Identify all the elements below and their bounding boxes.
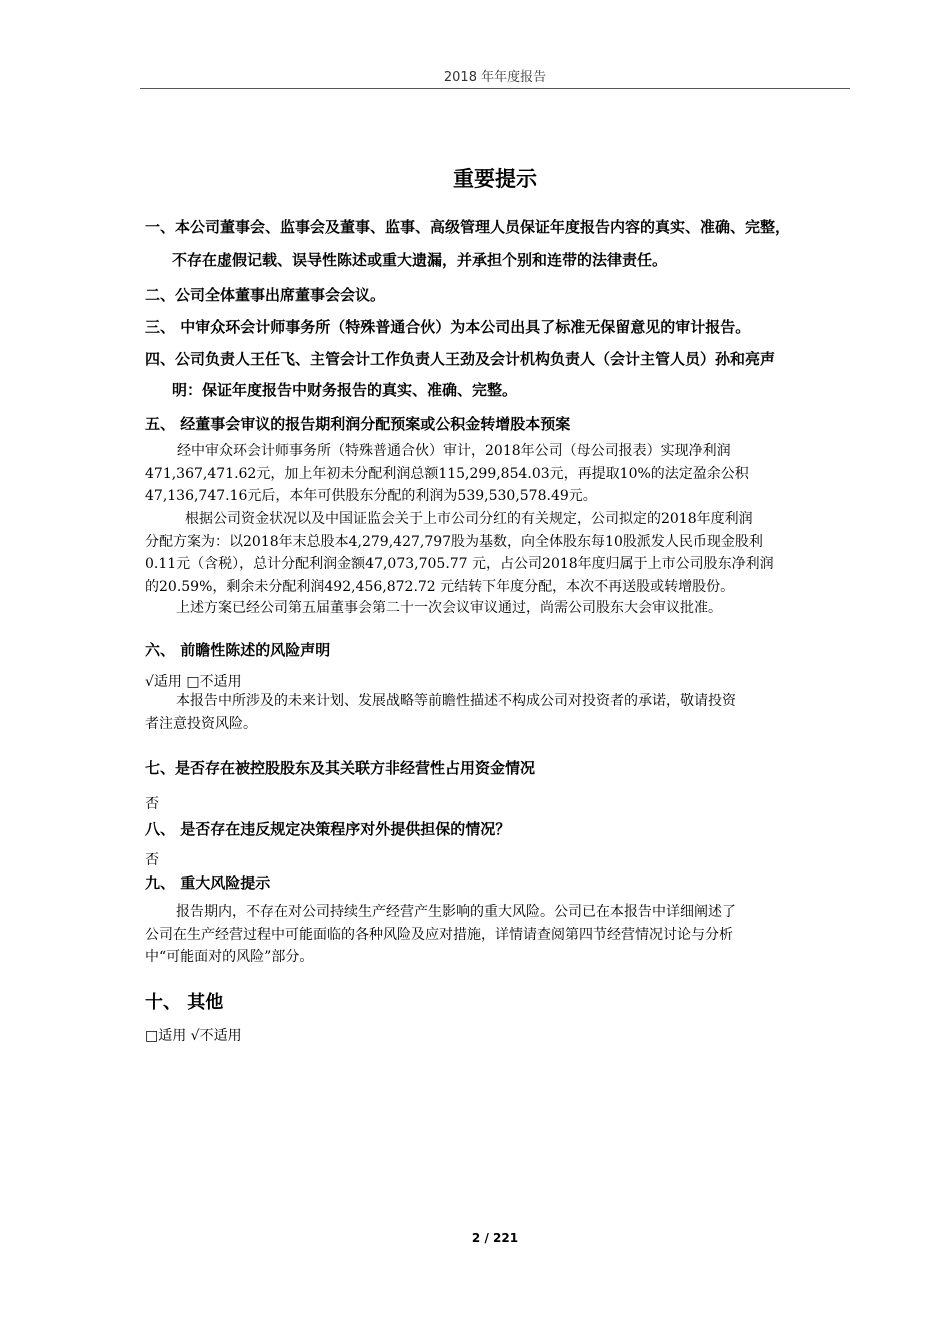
- section-6-applicability: √适用 □不适用: [145, 674, 242, 690]
- text-line: 471,367,471.62元，加上年初未分配利润总额115,299,854.03元，再提取10%的法定盈余公积: [145, 465, 749, 482]
- section-5-paragraph-1: [145, 440, 850, 508]
- text-line: 本报告中所涉及的未来计划、发展战略等前瞻性描述不构成公司对投资者的承诺，敬请投资: [176, 693, 736, 709]
- header-divider: [140, 88, 850, 89]
- text-line: 公司在生产经营过程中可能面临的各种风险及应对措施，详情请查阅第四节经营情况讨论与分析: [145, 926, 733, 943]
- text-line: 根据公司资金状况以及中国证监会关于上市公司分红的有关规定，公司拟定的2018年度利润: [185, 511, 753, 527]
- section-6-heading: 六、 前瞻性陈述的风险声明: [145, 641, 331, 659]
- text-line: 分配方案为：以2018年末总股本4,279,427,797股为基数，向全体股东每10股派发人民币现金股利: [145, 533, 763, 550]
- page-number: 2 / 221: [471, 1231, 519, 1245]
- text-line: 47,136,747.16元后，本年可供股东分配的利润为539,530,578.49元。: [145, 488, 597, 504]
- section-5-paragraph-2: [145, 508, 850, 598]
- text-line: 的20.59%，剩余未分配利润492,456,872.72 元结转下年度分配，本次不再送股或转增股份。: [145, 578, 735, 595]
- section-8-heading: 八、 是否存在违反规定决策程序对外提供担保的情况？: [145, 820, 511, 838]
- page-header: 2018 年年度报告: [443, 70, 547, 85]
- section-3: 三、 中审众环会计师事务所（特殊普通合伙）为本公司出具了标准无保留意见的审计报告。: [145, 318, 751, 336]
- text-line: 上述方案已经公司第五届董事会第二十一次会议审议通过，尚需公司股东大会审议批准。: [176, 600, 722, 616]
- section-1-line-2: 不存在虚假记载、误导性陈述或重大遗漏，并承担个别和连带的法律责任。: [172, 251, 668, 269]
- section-7-answer: 否: [145, 796, 159, 812]
- page-title: 重要提示: [453, 167, 537, 191]
- section-1-line-1: 一、本公司董事会、监事会及董事、监事、高级管理人员保证年度报告内容的真实、准确、完整，: [145, 218, 791, 236]
- section-2: 二、公司全体董事出席董事会会议。: [145, 286, 386, 304]
- section-5-heading: 五、 经董事会审议的报告期利润分配预案或公积金转增股本预案: [145, 415, 571, 433]
- text-line: 0.11元（含税），总计分配利润金额47,073,705.77 元，占公司2018年度归属于上市公司股东净利润: [145, 556, 774, 572]
- text-line: 中“可能面对的风险”部分。: [145, 949, 314, 965]
- section-6-paragraph: [145, 690, 850, 735]
- text-line: 者注意投资风险。: [145, 715, 257, 732]
- section-8-answer: 否: [145, 852, 159, 868]
- section-4-line-2: 明：保证年度报告中财务报告的真实、准确、完整。: [172, 381, 518, 399]
- section-5-paragraph-3: [145, 597, 850, 620]
- text-line: 经中审众环会计师事务所（特殊普通合伙）审计，2018年公司（母公司报表）实现净利润: [177, 443, 731, 459]
- text-line: 报告期内，不存在对公司持续生产经营产生影响的重大风险。公司已在本报告中详细阐述了: [176, 904, 736, 920]
- section-7-heading: 七、是否存在被控股股东及其关联方非经营性占用资金情况: [145, 759, 536, 777]
- section-4-line-1: 四、公司负责人王任飞、主管会计工作负责人王劲及会计机构负责人（会计主管人员）孙和亮声: [145, 350, 776, 368]
- section-10-heading: 十、 其他: [145, 992, 224, 1013]
- section-10-applicability: □适用 √不适用: [145, 1028, 242, 1044]
- section-9-paragraph: [145, 901, 850, 969]
- section-9-heading: 九、 重大风险提示: [145, 874, 271, 892]
